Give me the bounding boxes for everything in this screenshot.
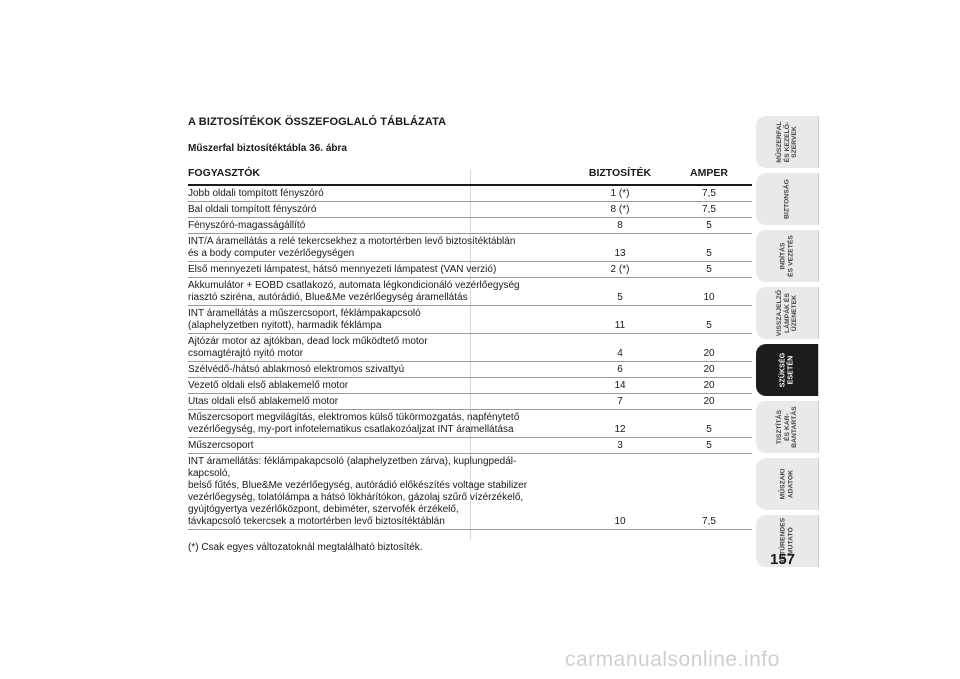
chapter-tab-label: MŰSZERFAL ÉS KEZELŐ- SZERVEK xyxy=(775,121,798,163)
table-row xyxy=(188,202,752,218)
fuse-cell: 8 (*) xyxy=(610,204,630,215)
consumer-cell: INT/A áramellátás a relé tekercsekhez a motortérben levő biztosítéktáblán és a body computer vezérlőegységen xyxy=(188,236,516,259)
consumer-cell: Első mennyezeti lámpatest, hátsó mennyezeti lámpatest (VAN verzió) xyxy=(188,264,497,275)
fuse-cell: 11 xyxy=(614,320,626,331)
fuse-cell: 8 xyxy=(617,220,623,231)
chapter-tabs xyxy=(756,116,818,572)
amp-cell: 20 xyxy=(703,364,715,375)
fuse-cell: 6 xyxy=(617,364,623,375)
table-row xyxy=(188,438,752,454)
header-amp: AMPER xyxy=(690,167,728,179)
fuse-cell: 14 xyxy=(614,380,626,391)
table-row xyxy=(188,306,752,334)
chapter-tab[interactable] xyxy=(756,230,819,282)
chapter-tab-label: VISSZAJELZŐ LÁMPÁK ÉS ÜZENETEK xyxy=(775,289,798,337)
fuse-cell: 1 (*) xyxy=(610,188,630,199)
table-row xyxy=(188,186,752,202)
fuse-cell: 3 xyxy=(617,440,623,451)
chapter-tab-label: TISZTÍTÁS ÉS KAR- BANTARTÁS xyxy=(775,406,798,448)
chapter-tab[interactable] xyxy=(756,173,819,225)
fuse-table xyxy=(188,166,752,530)
table-row xyxy=(188,362,752,378)
amp-cell: 20 xyxy=(703,396,715,407)
consumer-cell: Bal oldali tompított fényszóró xyxy=(188,204,317,215)
amp-cell: 5 xyxy=(706,220,712,231)
amp-cell: 20 xyxy=(703,380,715,391)
chapter-tab-label: BETŰRENDES MUTATÓ xyxy=(779,517,794,565)
fuse-cell: 7 xyxy=(617,396,623,407)
fuse-cell: 5 xyxy=(617,292,623,303)
amp-cell: 5 xyxy=(706,248,712,259)
header-consumers: FOGYASZTÓK xyxy=(188,167,260,179)
footnote: (*) Csak egyes változatoknál megtalálható biztosíték. xyxy=(188,542,423,553)
fuse-cell: 13 xyxy=(614,248,626,259)
chapter-tab-label: INDÍTÁS ÉS VEZETÉS xyxy=(779,235,794,277)
chapter-tab[interactable] xyxy=(756,287,819,339)
consumer-cell: INT áramellátás a műszercsoport, féklámpakapcsoló (alaphelyzetben nyitott), harmadik féklámpa xyxy=(188,308,421,331)
fuse-cell: 10 xyxy=(614,516,626,527)
table-row xyxy=(188,454,752,530)
consumer-cell: Akkumulátor + EOBD csatlakozó, automata légkondicionáló vezérlőegység riasztó sziréna, autórádió, Blue&Me vezérlőegység áramellátás xyxy=(188,280,520,303)
table-row xyxy=(188,334,752,362)
consumer-cell: Műszercsoport megvilágítás, elektromos külső tükörmozgatás, napfénytető vezérlőegység, my-port infotelematikus csatlakozóaljzat INT áramellátása xyxy=(188,412,520,435)
amp-cell: 7,5 xyxy=(702,188,716,199)
header-fuse: BIZTOSÍTÉK xyxy=(588,167,652,179)
table-row xyxy=(188,410,752,438)
table-row xyxy=(188,278,752,306)
table-row xyxy=(188,262,752,278)
chapter-tab[interactable] xyxy=(756,401,819,453)
page-number: 157 xyxy=(770,551,796,568)
fuse-cell: 2 (*) xyxy=(610,264,630,275)
consumer-cell: Ajtózár motor az ajtókban, dead lock működtető motor csomagtérajtó nyitó motor xyxy=(188,336,428,359)
consumer-cell: Utas oldali első ablakemelő motor xyxy=(188,396,339,407)
page-title: A BIZTOSÍTÉKOK ÖSSZEFOGLALÓ TÁBLÁZATA xyxy=(188,116,447,128)
consumer-cell: Szélvédő-/hátsó ablakmosó elektromos szivattyú xyxy=(188,364,405,375)
amp-cell: 5 xyxy=(706,440,712,451)
amp-cell: 7,5 xyxy=(702,204,716,215)
fuse-cell: 4 xyxy=(617,348,623,359)
consumer-cell: Jobb oldali tompított fényszóró xyxy=(188,188,324,199)
table-body xyxy=(188,186,752,530)
chapter-tab[interactable] xyxy=(756,116,819,168)
consumer-cell: Fényszóró-magasságállító xyxy=(188,220,306,231)
table-subtitle: Műszerfal biztosítéktábla 36. ábra xyxy=(188,143,347,154)
table-header xyxy=(188,166,752,186)
consumer-cell: INT áramellátás: féklámpakapcsoló (alaphelyzetben zárva), kuplungpedál-kapcsoló, belső fűtés, Blue&Me vezérlőegység, autórádió előkészítés voltage stabilizer vezérlőegység, tolatólámpa a hátsó lökhárítókon, gázolaj szűrő vízérzékelő, gyújtógyertya vezérlőközpont, debiméter, szervofék érzékelő, távkapcsoló tekercsek a motortérben levő biztosítéktáblán xyxy=(188,456,528,527)
chapter-tab[interactable] xyxy=(756,458,819,510)
chapter-tab-label: MŰSZAKI ADATOK xyxy=(779,468,794,500)
chapter-tab-label: SZÜKSÉG ESETÉN xyxy=(779,352,794,388)
table-row xyxy=(188,234,752,262)
table-row xyxy=(188,394,752,410)
consumer-cell: Vezető oldali első ablakemelő motor xyxy=(188,380,349,391)
table-row xyxy=(188,218,752,234)
amp-cell: 10 xyxy=(703,292,715,303)
amp-cell: 5 xyxy=(706,320,712,331)
watermark: carmanualsonline.info xyxy=(565,648,780,671)
amp-cell: 5 xyxy=(706,424,712,435)
amp-cell: 20 xyxy=(703,348,715,359)
amp-cell: 5 xyxy=(706,264,712,275)
chapter-tab[interactable] xyxy=(756,344,819,396)
fuse-cell: 12 xyxy=(614,424,626,435)
amp-cell: 7,5 xyxy=(702,516,716,527)
consumer-cell: Műszercsoport xyxy=(188,440,254,451)
table-row xyxy=(188,378,752,394)
chapter-tab-label: BIZTONSÁG xyxy=(783,179,791,219)
